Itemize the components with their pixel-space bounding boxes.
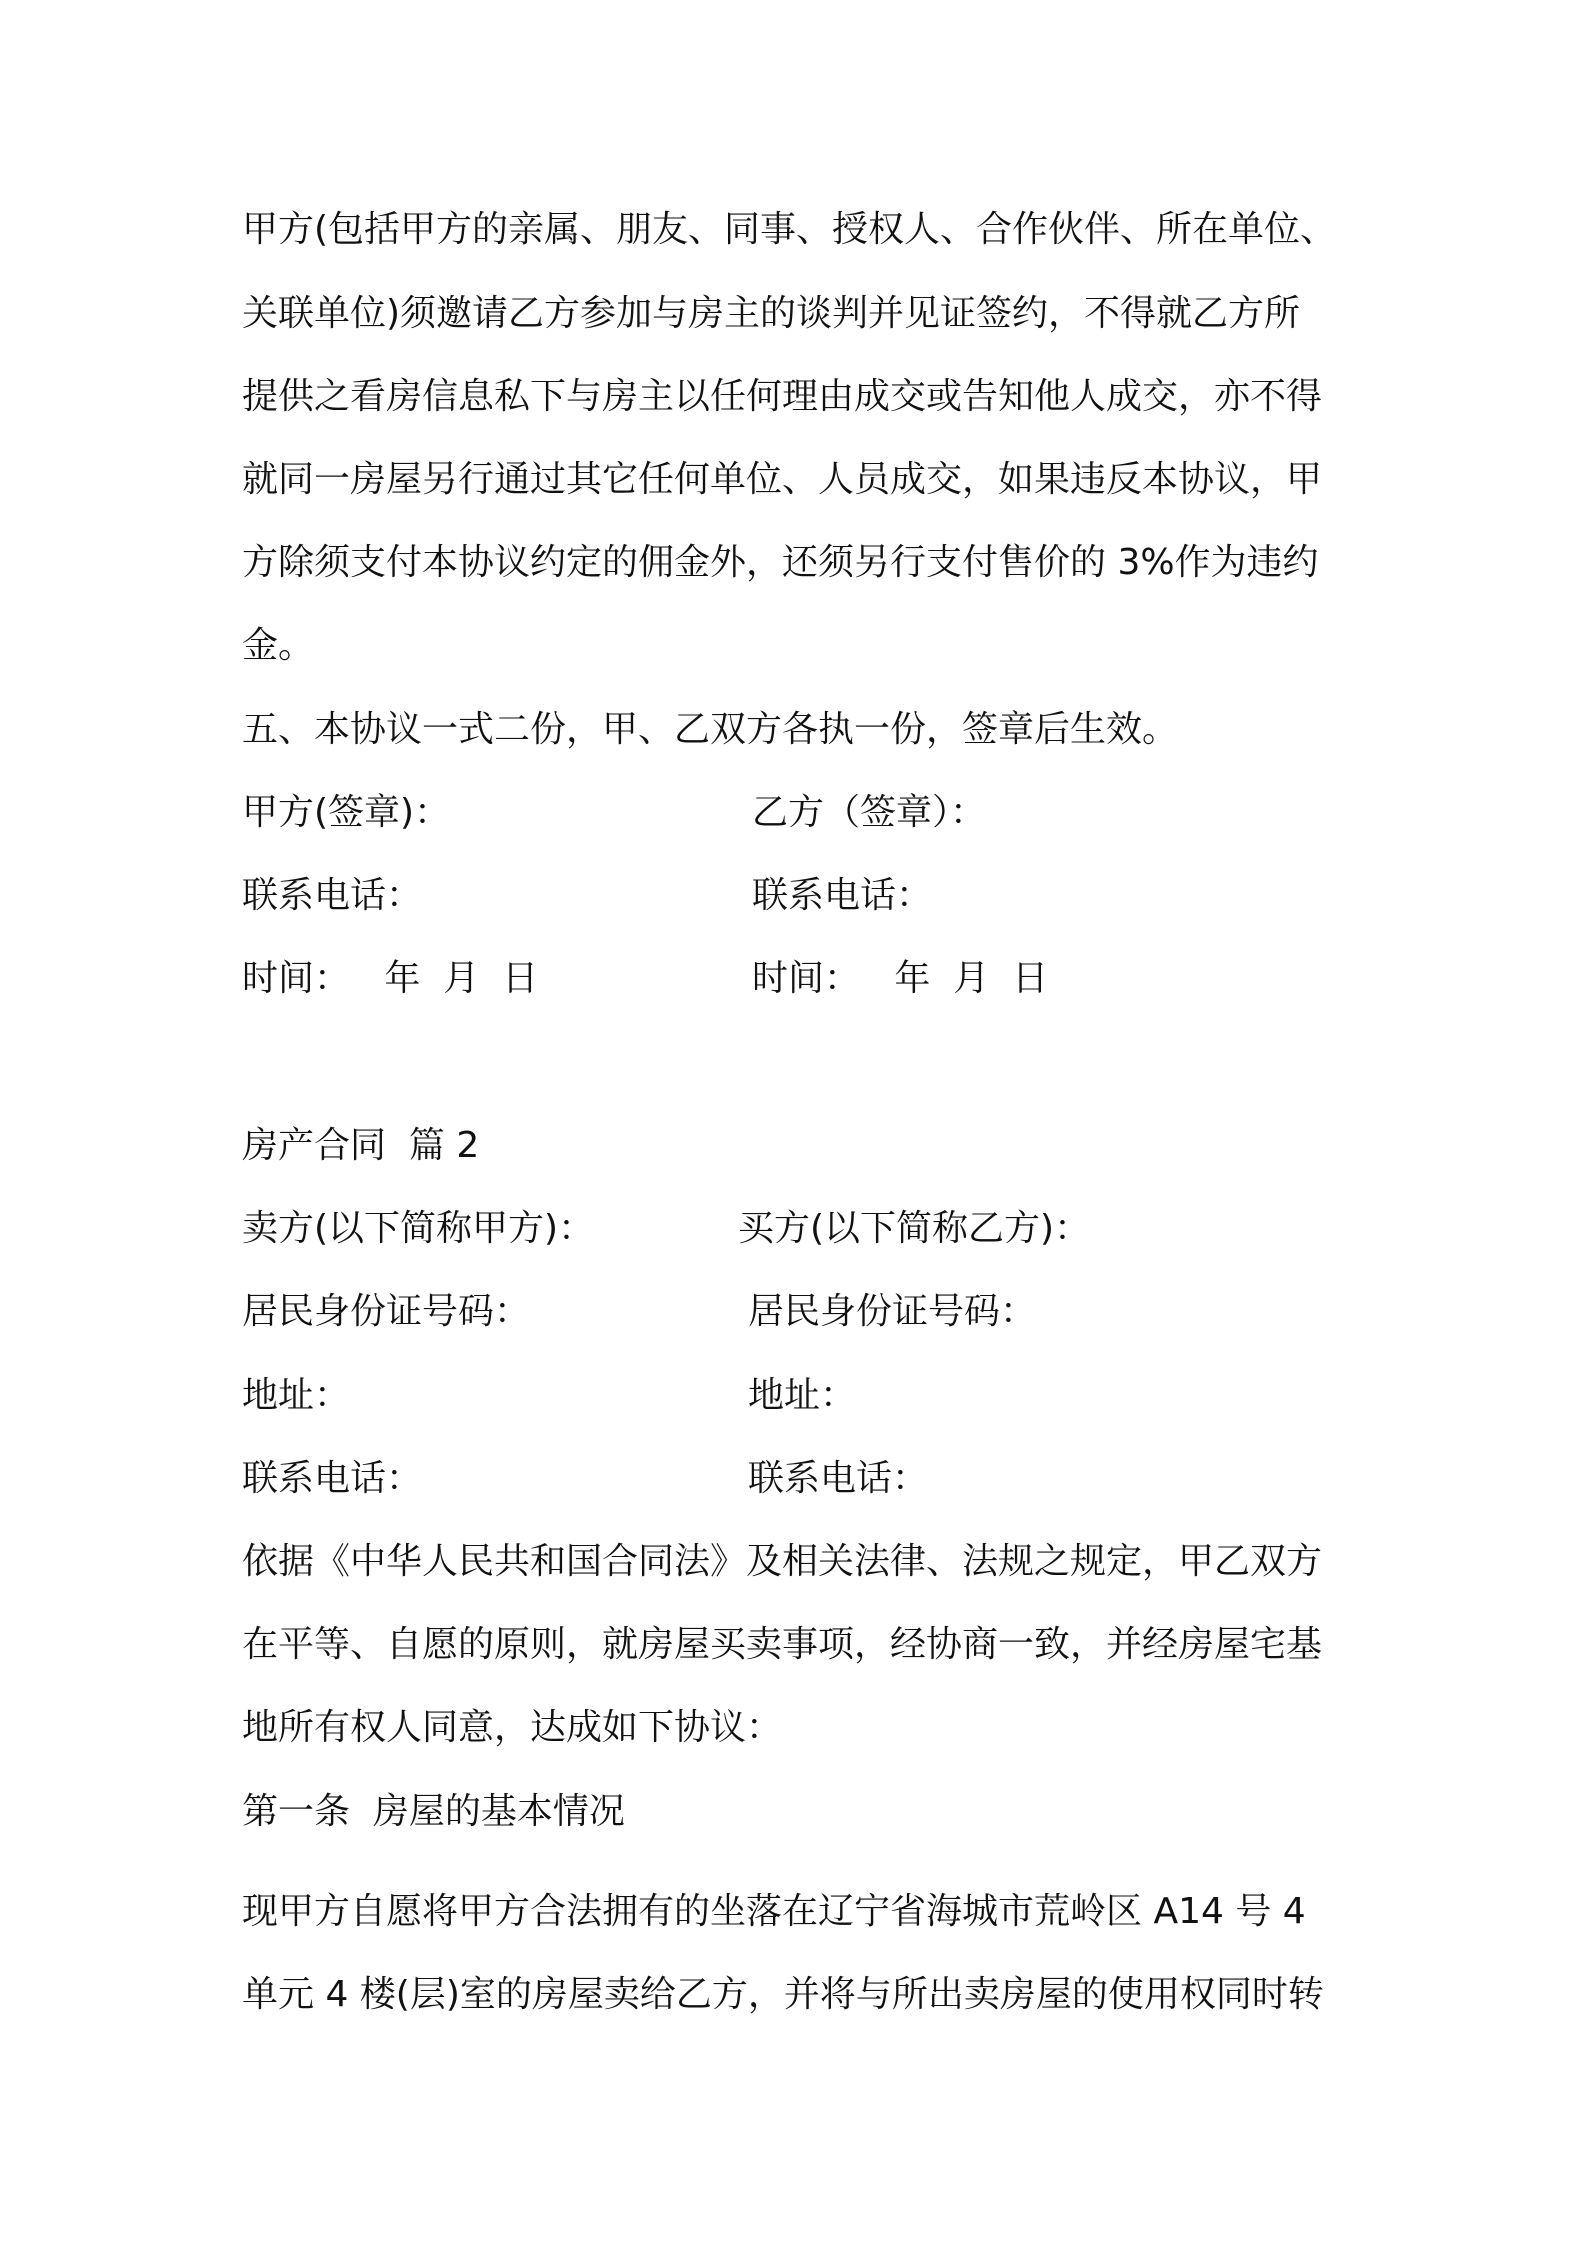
paragraph-line: 提供之看房信息私下与房主以任何理由成交或告知他人成交，亦不得 bbox=[242, 376, 1323, 417]
article-one-line: 现甲方自愿将甲方合法拥有的坐落在辽宁省海城市荒岭区 A14 号 4 bbox=[242, 1891, 1306, 1932]
section-heading: 房产合同 篇 2 bbox=[242, 1125, 480, 1166]
paragraph-line: 关联单位)须邀请乙方参加与房主的谈判并见证签约，不得就乙方所 bbox=[242, 293, 1301, 334]
seller-phone-label: 联系电话： bbox=[242, 1458, 423, 1499]
intro-line: 在平等、自愿的原则，就房屋买卖事项，经协商一致，并经房屋宅基 bbox=[242, 1624, 1323, 1665]
buyer-address-label: 地址： bbox=[748, 1375, 857, 1416]
party-b-time-label: 时间： 年 月 日 bbox=[752, 958, 1049, 999]
article-one-title: 第一条 房屋的基本情况 bbox=[242, 1791, 625, 1832]
seller-label: 卖方(以下简称甲方)： bbox=[242, 1208, 595, 1249]
buyer-phone-label: 联系电话： bbox=[748, 1458, 929, 1499]
paragraph-line: 甲方(包括甲方的亲属、朋友、同事、授权人、合作伙伴、所在单位、 bbox=[242, 209, 1337, 250]
party-b-phone-label: 联系电话： bbox=[752, 875, 933, 916]
party-a-phone-label: 联系电话： bbox=[242, 875, 423, 916]
seller-address-label: 地址： bbox=[242, 1375, 351, 1416]
party-a-sign-label: 甲方(签章)： bbox=[242, 792, 451, 833]
paragraph-line: 就同一房屋另行通过其它任何单位、人员成交，如果违反本协议，甲 bbox=[242, 459, 1323, 500]
party-a-time-label: 时间： 年 月 日 bbox=[242, 958, 539, 999]
seller-id-label: 居民身份证号码： bbox=[242, 1291, 531, 1332]
paragraph-line: 方除须支付本协议约定的佣金外，还须另行支付售价的 3%作为违约 bbox=[242, 542, 1319, 583]
intro-line: 依据《中华人民共和国合同法》及相关法律、法规之规定，甲乙双方 bbox=[242, 1541, 1323, 1582]
buyer-id-label: 居民身份证号码： bbox=[748, 1291, 1037, 1332]
article-one-line: 单元 4 楼(层)室的房屋卖给乙方，并将与所出卖房屋的使用权同时转 bbox=[242, 1974, 1324, 2015]
clause-five: 五、本协议一式二份，甲、乙双方各执一份，签章后生效。 bbox=[242, 709, 1179, 750]
intro-line: 地所有权人同意，达成如下协议： bbox=[242, 1707, 783, 1748]
paragraph-line: 金。 bbox=[242, 625, 315, 666]
party-b-sign-label: 乙方（签章）： bbox=[752, 792, 987, 833]
buyer-label: 买方(以下简称乙方)： bbox=[738, 1208, 1091, 1249]
